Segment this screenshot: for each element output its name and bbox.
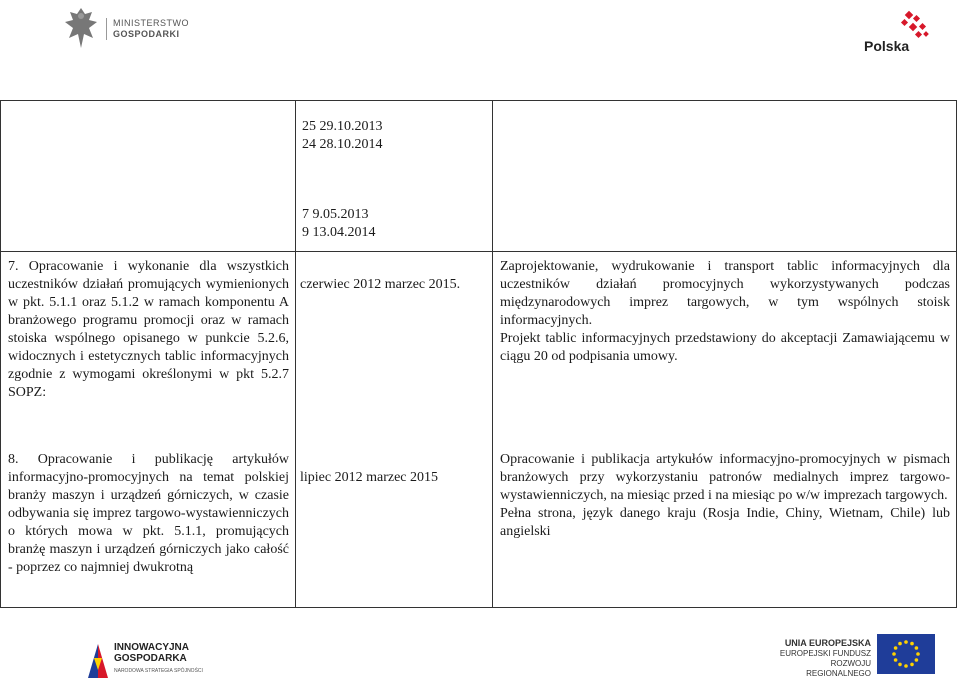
row7-description-p1: Zaprojektowanie, wydrukowanie i transport tablic informacyjnych dla uczestników działań promocyjnych wykorzystywanych podczas międzynarodowych imprez targowych, w tym wspólnych stoisk informacyjnych.: [500, 259, 950, 328]
date-range-1: 25 29.10.2013: [302, 119, 383, 134]
eu-name: [775, 638, 871, 679]
row8-description-p1: Opracowanie i publikacja artykułów informacyjno-promocyjnych w pismach branżowych przy wykorzystaniu patronów medialnych imprez targowo-wystawienniczych, na miesiąc przed i na miesiąc po w/w imprezach targowych.: [500, 452, 950, 503]
row8-task: 8. Opracowanie i publikację artykułów informacyjno-promocyjnych na temat polskiej branży maszyn i urządzeń górniczych, w czasie odbywania się imprez targowo-wystawienniczych o których mowa w pkt. 5.1.1, promujących branżę maszyn i urządzeń górniczych jako całość - poprzez co najmniej dwukrotną: [8, 452, 289, 575]
row8-description: [500, 451, 950, 541]
column-divider-1: [295, 100, 296, 608]
row8-period: lipiec 2012 marzec 2015: [300, 470, 439, 485]
date-range-4: 9 13.04.2014: [302, 225, 376, 240]
ministry-line2: GOSPODARKI: [113, 29, 180, 39]
row7-period: czerwiec 2012 marzec 2015.: [300, 277, 461, 292]
eu-flag: [877, 634, 935, 674]
row7-description: [500, 258, 950, 366]
innovation-star-icon: [84, 640, 112, 680]
eu-line3: ROZWOJU REGIONALNEGO: [806, 659, 871, 678]
eagle-emblem-icon: [62, 4, 100, 54]
innov-name: [114, 642, 189, 664]
eu-line2: EUROPEJSKI FUNDUSZ: [779, 649, 871, 658]
date-range-2: 24 28.10.2014: [302, 137, 383, 152]
row-divider-top: [0, 251, 957, 252]
innowacyjna-gospodarka-logo: [84, 638, 214, 684]
innov-subtitle: NARODOWA STRATEGIA SPÓJNOŚCI: [114, 668, 203, 674]
ministry-logo: [62, 0, 190, 58]
polska-wordmark: Polska: [864, 38, 910, 54]
column-divider-2: [492, 100, 493, 608]
row7-task: 7. Opracowanie i wykonanie dla wszystkich uczestników działań promujących wymienionych w pkt. 5.1.1 oraz 5.1.2 w ramach komponentu A branżowego programu promocji oraz w ramach stoiska wspólnego opisanego w punkcie 5.2.6, widocznych i estetycznych tablic informacyjnych zgodnie z wymogami określonymi w pkt 5.2.7 SOPZ:: [8, 259, 289, 400]
eu-logo: [775, 634, 937, 676]
polska-kite-icon: [858, 10, 938, 40]
innov-line1: INNOWACYJNA: [114, 642, 190, 653]
ministry-line1: MINISTERSTWO: [113, 18, 189, 28]
row8-description-p2: Pełna strona, język danego kraju (Rosja Indie, Chiny, Wietnam, Chile) lub angielski: [500, 506, 950, 539]
polska-logo: [858, 10, 938, 65]
innov-line2: GOSPODARKA: [114, 653, 187, 664]
date-range-3: 7 9.05.2013: [302, 207, 369, 222]
eu-stars-icon: [877, 634, 935, 674]
ministry-name: [106, 18, 189, 40]
eu-line1: UNIA EUROPEJSKA: [784, 638, 871, 648]
row7-description-p2: Projekt tablic informacyjnych przedstawiony do akceptacji Zamawiającemu w ciągu 20 od podpisania umowy.: [500, 331, 950, 364]
